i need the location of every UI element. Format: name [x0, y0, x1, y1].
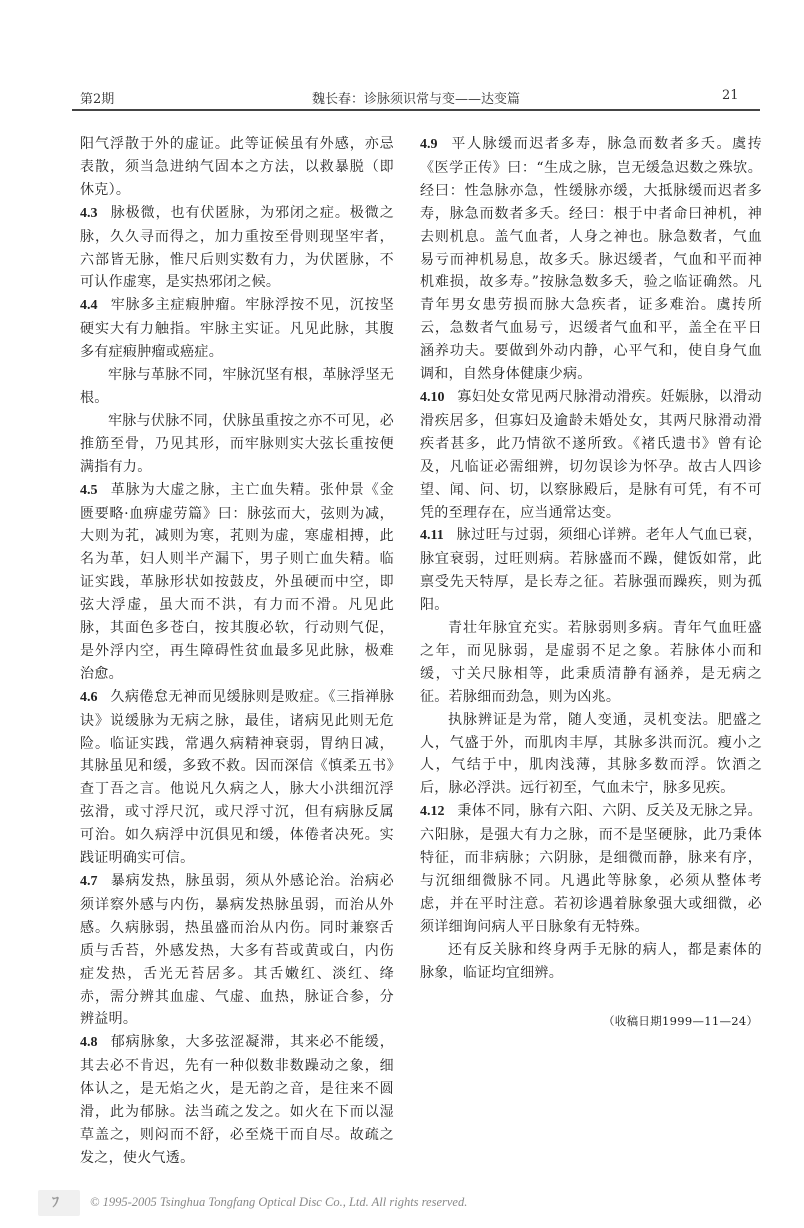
section-number: 4.9 [420, 137, 438, 152]
paragraph-text: 牢脉多主症瘕肿瘤。牢脉浮按不见，沉按坚硬实大有力触指。牢脉主实证。凡见此脉，其腹多有症瘕肿瘤或癌症。 [80, 297, 394, 361]
page-number: 21 [722, 88, 739, 103]
paragraph-text: 寡妇处女常见两尺脉滑动滑疾。妊娠脉，以滑动滑疾居多，但寡妇及逾龄未婚处女，其两尺脉滑动滑疾者甚多，此乃情欲不遂所致。《褚氏遗书》曾有论及，凡临证必需细辨，切勿误诊为怀孕。故古人四诊望、闻、问、切，以察脉殿后，是脉有可凭，有不可凭的至理存在，应当通常达变。 [420, 388, 762, 521]
paragraph-text: 郁病脉象，大多弦涩凝滞，其来必不能缓，其去必不肯迟，先有一种似数非数躁动之象，细体认之，是无焰之火，是无韵之音，是往来不圆滑，此为郁脉。法当疏之发之。如火在下而以湿草盖之，则闷而不舒，必至烧干而自尽。故疏之发之，使火气透。 [80, 1034, 394, 1166]
paragraph-text: 革脉为大虚之脉，主亡血失精。张仲景《金匮要略·血痹虚劳篇》曰：脉弦而大，弦则为减，大则为芤，减则为寒，芤则为虚，寒虚相搏，此名为革，妇人则半产漏下，男子则亡血失精。临证实践，革脉形状如按鼓皮，外虽硬而中空，即弦大浮虚，虽大而不洪，有力而不滑。凡见此脉，其面色多苍白，按其腹必软，行动则气促，是外浮内空，再生障碍性贫血最多见此脉，极难治愈。 [80, 481, 394, 682]
section-number: 4.6 [80, 689, 98, 705]
paragraph-text: 久病倦怠无神而见缓脉则是败症。《三指禅脉诀》说缓脉为无病之脉，最佳，诸病见此则无危险。临证实践，常遇久病精神衰弱，胃纳日减，其脉虽见和缓，多致不救。因而深信《慎柔五书》查丁吾之言。他说凡久病之人，脉大小洪细沉浮弦滑，或寸浮尺沉，或尺浮寸沉，但有病脉反属可治。如久病浮中沉俱见和缓，体倦者决死。实践证明确实可信。 [80, 688, 394, 867]
section-paragraph [420, 133, 762, 386]
section-number: 4.12 [420, 804, 445, 820]
received-date: （收稿日期1999—11—24） [603, 1013, 759, 1028]
section-number: 4.5 [80, 482, 98, 498]
section-paragraph [420, 386, 762, 524]
section-number: 4.4 [80, 298, 98, 314]
page-footer [0, 1190, 804, 1218]
section-number: 4.11 [420, 528, 444, 544]
paragraph-text: 暴病发热，脉虽弱，须从外感论治。治病必须详察外感与内伤，暴病发热脉虽弱，而治从外感。久病脉弱，热虽盛而治从内伤。同时兼察舌质与舌苔，外感发热，大多有苔或黄或白，内伤症发热，舌光无苔居多。其舌嫩红、淡红、绛赤，需分辨其血虚、气虚、血热，脉证合参，分辨益明。 [80, 873, 394, 1028]
paragraph [80, 364, 394, 410]
paragraph-text: 秉体不同，脉有六阳、六阴、反关及无脉之异。六阳脉，是强大有力之脉，而不是坚硬脉，此乃秉体特征，而非病脉；六阴脉，是细微而静，脉来有序，与沉细细微脉不同。凡遇此等脉象，必须从整体考虑，并在平时注意。若初诊遇着脉象强大或细微，必须详细询问病人平日脉象有无特殊。 [420, 803, 762, 935]
publisher-logo-icon: ﾌ [38, 1190, 80, 1216]
section-number: 4.7 [80, 874, 98, 889]
paragraph-text: 牢脉与革脉不同，牢脉沉坚有根，革脉浮坚无根。 [80, 367, 394, 406]
paragraph-text: 脉极微，也有伏匿脉，为邪闭之症。极微之脉，久久寻而得之，加力重按至骨则现坚牢者，六部皆无脉，惟尺后则实数有力，为伏匿脉，不可认作虚寒，是实热邪闭之候。 [80, 204, 394, 291]
paragraph-text: 执脉辨证是为常，随人变通，灵机变法。肥盛之人，气盛于外，而肌肉丰厚，其脉多洪而沉。瘦小之人，气结于中，肌肉浅薄，其脉多数而浮。饮酒之后，脉必浮洪。远行初至，气血未宁，脉多见疾。 [420, 711, 762, 797]
right-paragraphs [420, 133, 762, 985]
section-paragraph [80, 870, 394, 1031]
section-number: 4.3 [80, 205, 98, 221]
paragraph-text: 平人脉缓而迟者多寿，脉急而数者多夭。虞抟《医学正传》曰：“生成之脉，岂无缓急迟数之殊欤。经曰：性急脉亦急，性缓脉亦缓，大抵脉缓而迟者多寿，脉急而数者多夭。经曰：根于中者命曰神机，神去则机息。盖气血者，人身之神也。脉急数者，气血易亏而神机易息，故多夭。脉迟缓者，气血和平而神机难损，故多寿。”按脉急数多夭，验之临证确然。凡青年男女患劳损而脉大急疾者，证多难治。虞抟所云，急数者气血易亏，迟缓者气血和平，盖全在平日涵养功夫。要做到外动内静，心平气和，使自身气血调和，自然身体健康少病。 [420, 136, 762, 383]
paragraph [420, 709, 762, 801]
body-columns [80, 133, 804, 1170]
paragraph-text: 还有反关脉和终身两手无脉的病人，都是素体的脉象，临证均宜细辨。 [420, 941, 762, 981]
paragraph-text: 牢脉与伏脉不同，伏脉虽重按之亦不可见，必推筋至骨，乃见其形，而牢脉则实大弦长重按便满指有力。 [80, 412, 394, 475]
section-paragraph [80, 479, 394, 686]
paragraph-text: 青壮年脉宜充实。若脉弱则多病。青年气血旺盛之年，而见脉弱，是虚弱不足之象。若脉体小而和缓，寸关尺脉相等，此秉质清静有涵养，是无病之征。若脉细而劲急，则为凶兆。 [420, 620, 762, 705]
paragraph [420, 939, 762, 985]
paragraph [80, 133, 394, 202]
right-column [420, 133, 762, 1029]
section-number: 4.8 [80, 1035, 98, 1051]
running-title: 魏长春：诊脉须识常与变——达变篇 [312, 92, 521, 107]
section-paragraph [80, 686, 394, 870]
copyright-notice: © 1995-2005 Tsinghua Tongfang Optical Disc Co., Ltd. All rights reserved. [90, 1194, 468, 1209]
paragraph [420, 617, 762, 709]
section-number: 4.10 [420, 389, 445, 405]
paragraph [80, 410, 394, 479]
section-paragraph [80, 294, 394, 364]
section-paragraph [80, 1031, 394, 1169]
section-paragraph [420, 524, 762, 617]
section-paragraph [80, 202, 394, 295]
header-rule [72, 109, 760, 111]
paragraph-text: 阳气浮散于外的虚证。此等证候虽有外感，亦忌表散，须当急进纳气固本之方法，以救暴脱（即休克）。 [80, 136, 394, 198]
paragraph-text: 脉过旺与过弱，须细心详辨。老年人气血已衰，脉宜衰弱，过旺则病。若脉盛而不躁，健饭如常，此禀受先天特厚，是长寿之征。若脉强而躁疾，则为孤阳。 [420, 527, 762, 614]
section-paragraph [420, 800, 762, 938]
left-column [80, 133, 394, 1170]
issue-label: 第2期 [80, 92, 115, 107]
